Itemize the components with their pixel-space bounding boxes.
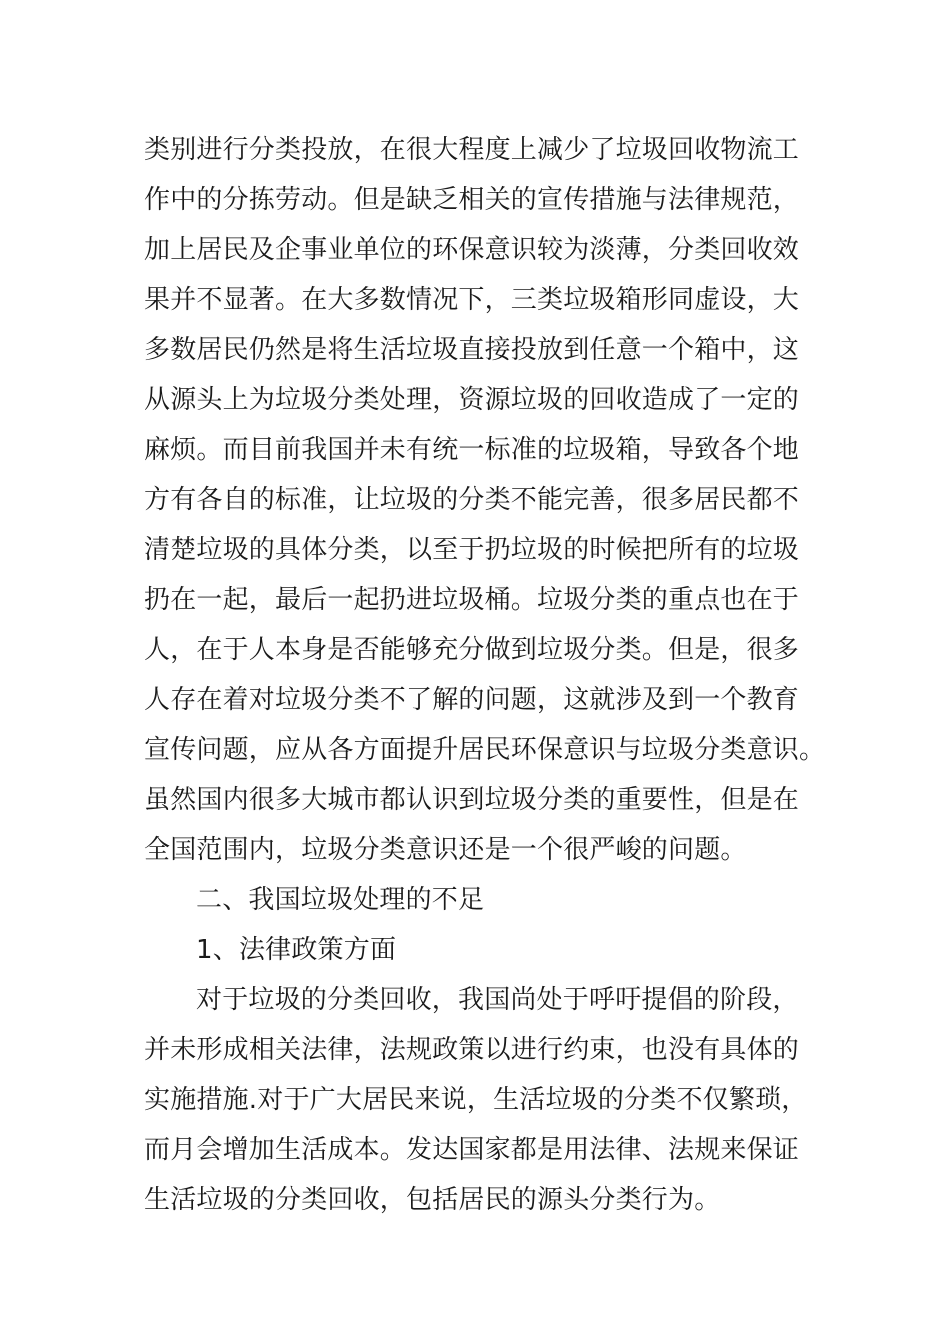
paragraph-line: 生活垃圾的分类回收，包括居民的源头分类行为。 <box>144 1185 721 1215</box>
paragraph-line: 麻烦。而目前我国并未有统一标准的垃圾箱，导致各个地 <box>144 435 800 465</box>
paragraph-line: 而月会增加生活成本。发达国家都是用法律、法规来保证 <box>144 1135 800 1165</box>
paragraph-line: 全国范围内，垃圾分类意识还是一个很严峻的问题。 <box>144 835 747 865</box>
paragraph-line: 方有各自的标准，让垃圾的分类不能完善，很多居民都不 <box>144 485 800 515</box>
subsection-heading: 1、法律政策方面 <box>196 935 397 965</box>
paragraph-line: 类别进行分类投放，在很大程度上减少了垃圾回收物流工 <box>144 135 800 165</box>
paragraph-line: 人，在于人本身是否能够充分做到垃圾分类。但是，很多 <box>144 635 800 665</box>
paragraph-line: 虽然国内很多大城市都认识到垃圾分类的重要性，但是在 <box>144 785 800 815</box>
paragraph-line: 果并不显著。在大多数情况下，三类垃圾箱形同虚设，大 <box>144 285 800 315</box>
paragraph-line: 实施措施.对于广大居民来说，生活垃圾的分类不仅繁琐， <box>144 1085 808 1115</box>
paragraph-line: 从源头上为垃圾分类处理，资源垃圾的回收造成了一定的 <box>144 385 800 415</box>
paragraph-line: 并未形成相关法律，法规政策以进行约束，也没有具体的 <box>144 1035 800 1065</box>
section-heading: 二、我国垃圾处理的不足 <box>196 885 485 915</box>
paragraph-line: 加上居民及企事业单位的环保意识较为淡薄，分类回收效 <box>144 235 800 265</box>
paragraph-line: 人存在着对垃圾分类不了解的问题，这就涉及到一个教育 <box>144 685 800 715</box>
paragraph-line: 宣传问题，应从各方面提升居民环保意识与垃圾分类意识。 <box>144 735 826 765</box>
paragraph-line: 作中的分拣劳动。但是缺乏相关的宣传措施与法律规范， <box>144 185 800 215</box>
paragraph-line: 清楚垃圾的具体分类，以至于扔垃圾的时候把所有的垃圾 <box>144 535 800 565</box>
paragraph-line: 对于垃圾的分类回收，我国尚处于呼吁提倡的阶段， <box>196 985 799 1015</box>
paragraph-line: 扔在一起，最后一起扔进垃圾桶。垃圾分类的重点也在于 <box>144 585 800 615</box>
paragraph-line: 多数居民仍然是将生活垃圾直接投放到任意一个箱中，这 <box>144 335 800 365</box>
